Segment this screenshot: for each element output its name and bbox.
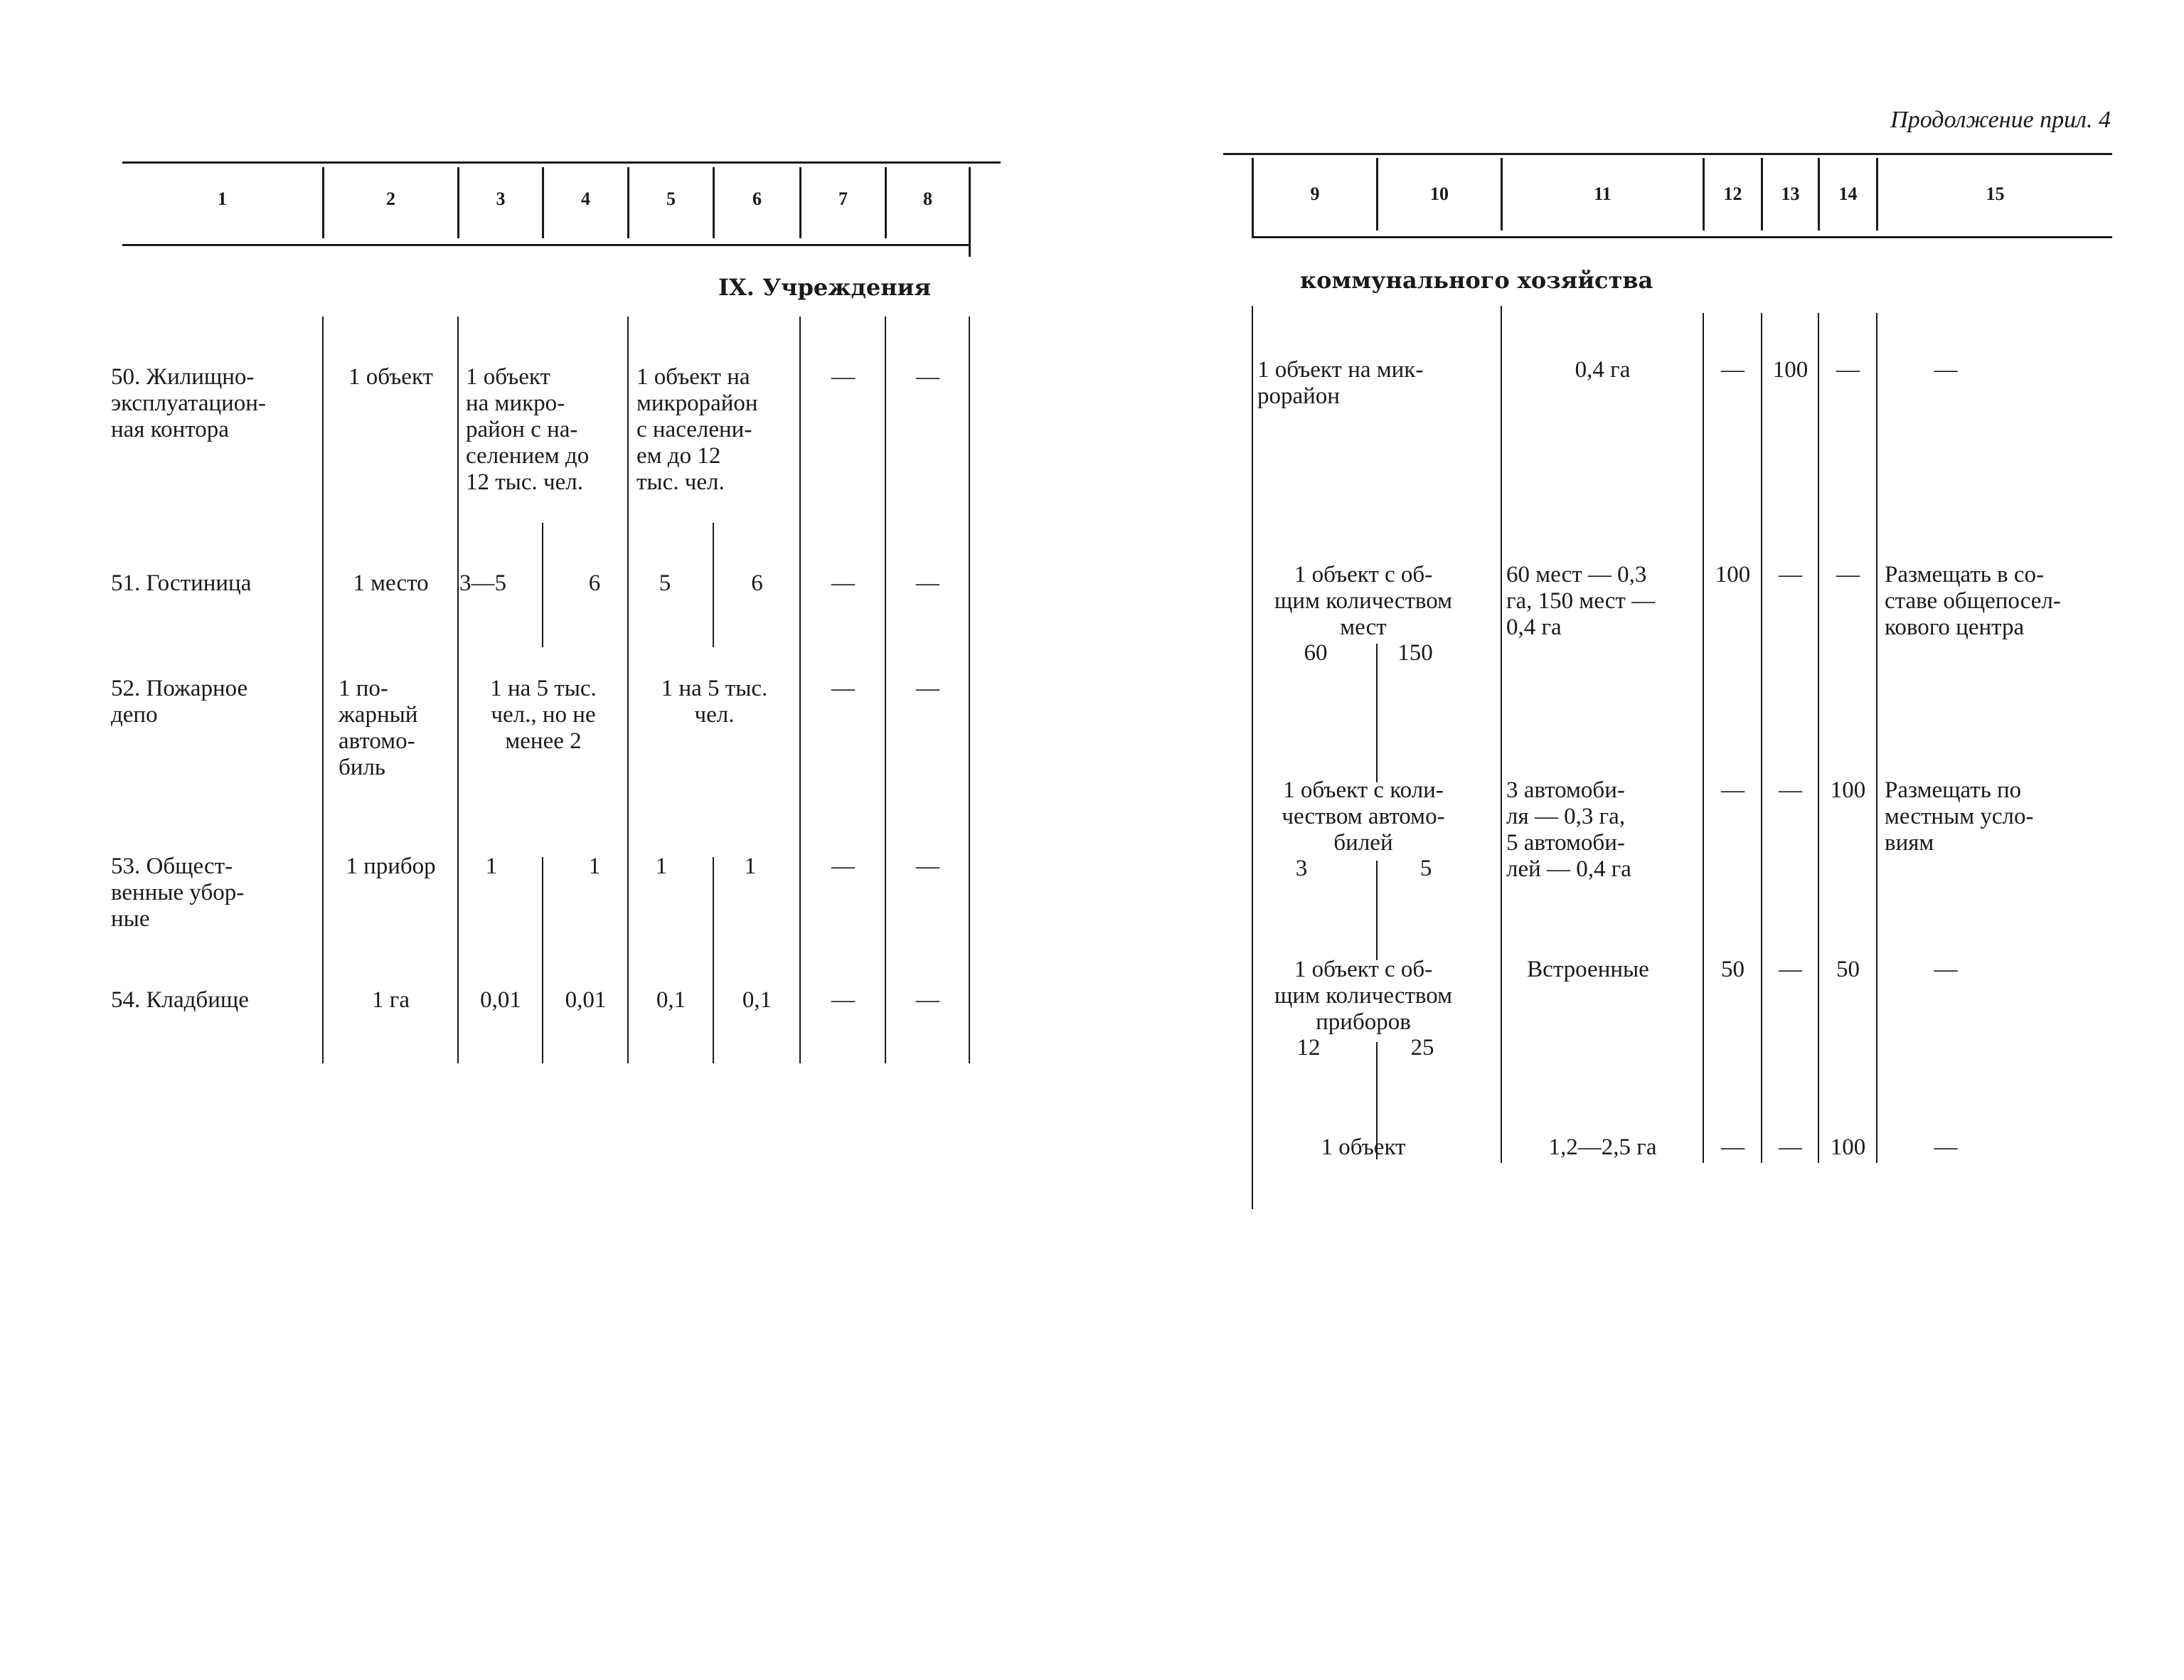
row-c13: — — [1779, 1134, 1802, 1160]
row-c3: 0,01 — [480, 987, 521, 1013]
left-header-divider — [969, 167, 971, 257]
row-c11: Встроенные — [1527, 957, 1649, 982]
col-header-13: 13 — [1781, 184, 1800, 204]
row-c5: 1 — [655, 854, 668, 879]
col-header-5: 5 — [666, 188, 676, 209]
row-c13: 100 — [1772, 357, 1809, 383]
row-c10: 150 — [1397, 640, 1433, 666]
left-partial-divider — [713, 523, 714, 647]
row-c14: 100 — [1830, 777, 1866, 803]
row-c15: — — [1934, 1134, 1958, 1160]
left-header-top-rule — [122, 161, 1001, 164]
row-c11: 60 мест — 0,3 га, 150 мест — 0,4 га — [1506, 562, 1656, 640]
row-c910: 1 объект на мик- рорайон — [1257, 357, 1424, 409]
row-c9: 12 — [1296, 1035, 1321, 1060]
row-name: 54. Кладбище — [111, 987, 249, 1013]
row-c15: Размещать по местным усло- виям — [1885, 777, 2034, 856]
row-c4: 6 — [588, 570, 601, 596]
row-c15: Размещать в со- ставе общепосел- кового центра — [1885, 562, 2061, 640]
row-c12: 50 — [1721, 957, 1744, 982]
section-title-left: IX. Учреждения — [718, 274, 931, 301]
row-c10: 5 — [1419, 856, 1432, 881]
row-c3: 3—5 — [459, 570, 506, 596]
row-c14: 100 — [1830, 1134, 1866, 1160]
left-partial-divider — [542, 857, 543, 1063]
left-partial-divider — [713, 857, 714, 1063]
row-c14: — — [1836, 562, 1860, 588]
row-c12: — — [1721, 1134, 1744, 1160]
col-header-10: 10 — [1430, 184, 1449, 204]
continuation-label: Продолжение прил. 4 — [1890, 107, 2111, 133]
right-body-divider — [1876, 313, 1877, 1163]
row-c4: 1 — [588, 854, 601, 879]
col-header-4: 4 — [581, 188, 590, 209]
section-title-right: коммунального хозяйства — [1300, 267, 1653, 294]
right-body-divider — [1501, 306, 1502, 1163]
row-c6: 6 — [751, 570, 763, 596]
right-body-divider — [1252, 306, 1253, 1209]
row-unit: 1 объект — [348, 364, 433, 390]
right-body-divider — [1761, 313, 1762, 1163]
row-unit: 1 га — [372, 987, 410, 1013]
row-c910: 1 объект с коли- чеством автомо- билей — [1282, 777, 1445, 856]
row-c7: — — [831, 570, 855, 596]
col-header-11: 11 — [1594, 184, 1612, 204]
right-header-bottom-rule — [1252, 236, 2112, 238]
row-c3: 1 — [485, 854, 498, 879]
row-c7: — — [831, 987, 855, 1013]
row-name: 51. Гостиница — [111, 570, 252, 596]
col-header-1: 1 — [218, 188, 227, 209]
row-c56: 1 объект на микрорайон с населени- ем до 12 тыс. чел. — [636, 364, 758, 495]
row-c8: — — [916, 854, 939, 879]
row-c11: 1,2—2,5 га — [1548, 1134, 1657, 1160]
col-header-2: 2 — [386, 188, 395, 209]
row-c8: — — [916, 676, 939, 701]
row-c13: — — [1779, 562, 1802, 588]
row-c910: 1 объект с об- щим количеством мест — [1274, 562, 1452, 640]
right-header-top-rule — [1223, 153, 2112, 155]
row-c34: 1 объект на микро- район с на- селением до 12 тыс. чел. — [466, 364, 590, 495]
row-unit: 1 по- жарный автомо- биль — [339, 676, 418, 780]
row-name: 53. Общест- венные убор- ные — [111, 854, 245, 932]
row-c13: — — [1779, 957, 1802, 982]
row-name: 50. Жилищно- эксплуатацион- ная контора — [111, 364, 266, 442]
col-header-14: 14 — [1838, 184, 1858, 204]
row-c7: — — [831, 854, 855, 879]
row-c5: 5 — [659, 570, 671, 596]
row-c6: 1 — [744, 854, 757, 879]
left-body-divider — [885, 317, 886, 1063]
row-c4: 0,01 — [565, 987, 607, 1013]
row-c8: — — [916, 570, 939, 596]
row-c34: 1 на 5 тыс. чел., но не менее 2 — [490, 676, 597, 754]
row-c910: 1 объект с об- щим количеством приборов — [1274, 957, 1452, 1035]
row-c7: — — [831, 364, 855, 390]
right-body-divider — [1818, 313, 1819, 1163]
row-c12: 100 — [1715, 562, 1751, 588]
row-c15: — — [1934, 957, 1958, 982]
row-c5: 0,1 — [656, 987, 686, 1013]
row-c13: — — [1779, 777, 1802, 803]
row-c56: 1 на 5 тыс. чел. — [661, 676, 768, 728]
row-c10: 25 — [1410, 1035, 1434, 1060]
row-c9: 3 — [1295, 856, 1308, 881]
right-partial-divider — [1376, 861, 1378, 960]
left-body-divider — [322, 317, 324, 1063]
row-c8: — — [916, 364, 939, 390]
left-body-divider — [457, 317, 459, 1063]
col-header-7: 7 — [838, 188, 848, 209]
col-header-8: 8 — [923, 188, 932, 209]
row-c12: — — [1721, 777, 1744, 803]
row-name: 52. Пожарное депо — [111, 676, 248, 728]
left-partial-divider — [542, 523, 543, 647]
row-c14: 50 — [1836, 957, 1860, 982]
row-c9: 60 — [1304, 640, 1328, 666]
row-c6: 0,1 — [742, 987, 772, 1013]
row-c15: — — [1934, 357, 1958, 383]
col-header-3: 3 — [496, 188, 506, 209]
col-header-15: 15 — [1986, 184, 2005, 204]
left-body-divider — [969, 317, 970, 1063]
row-c14: — — [1836, 357, 1860, 383]
col-header-6: 6 — [752, 188, 762, 209]
col-header-9: 9 — [1310, 184, 1320, 204]
row-c11: 0,4 га — [1575, 357, 1631, 383]
left-header-bottom-rule — [122, 244, 970, 246]
row-unit: 1 место — [353, 570, 429, 596]
row-c11: 3 автомоби- ля — 0,3 га, 5 автомоби- лей — 0,4 га — [1506, 777, 1631, 882]
row-c8: — — [916, 987, 939, 1013]
row-unit: 1 прибор — [346, 854, 436, 879]
col-header-12: 12 — [1723, 184, 1742, 204]
row-c910: 1 объект — [1321, 1134, 1406, 1160]
row-c12: — — [1721, 357, 1744, 383]
right-body-divider — [1703, 313, 1704, 1163]
row-c7: — — [831, 676, 855, 701]
